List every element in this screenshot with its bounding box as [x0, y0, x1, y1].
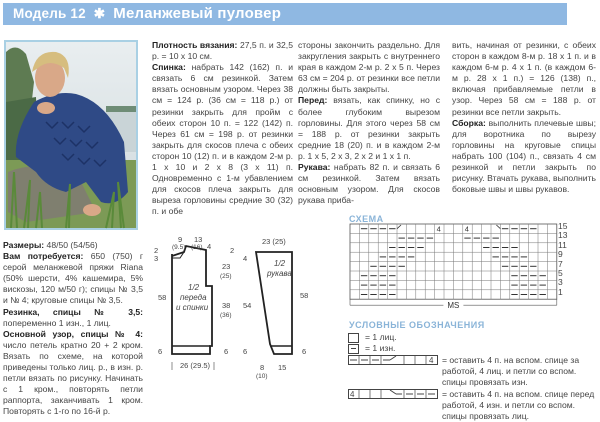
- body-piece: [154, 235, 234, 370]
- body-label-front: переда: [180, 293, 207, 302]
- model-number: Модель 12: [13, 6, 86, 21]
- gauge-label: Плотность вязания:: [152, 40, 238, 50]
- cable-left-icon: [348, 355, 438, 365]
- sleeves-value: набрать 82 п. и связать 6 см резинкой. Затем вязать основным узором. Для скосов рукава приба-: [298, 162, 440, 206]
- materials-label: Вам потребуется:: [3, 251, 84, 262]
- legend-text-knit: = 1 лиц.: [365, 332, 397, 342]
- cable-right-icon: [348, 389, 438, 399]
- page-title: Меланжевый пуловер: [113, 5, 282, 22]
- separator-star: ✱: [93, 6, 106, 21]
- gauge-value: 27,5 п. и 32,5 р. = 10 х 10 см.: [152, 40, 293, 62]
- back-para: [152, 62, 293, 217]
- dim-right-38: 38: [222, 301, 231, 310]
- sleeve-dim-54: 54: [243, 301, 252, 310]
- body-label-back: и спинки: [176, 303, 209, 312]
- dim-right-25: (25): [220, 273, 232, 280]
- chart-row-numbers: [558, 222, 567, 297]
- chart-row-number: 13: [558, 230, 568, 241]
- left-column: [3, 240, 143, 418]
- sleeve-dim-10: (10): [256, 373, 268, 380]
- assembly-value: выполнить плечевые швы; для воротника по вырезу горловины на круговые спицы набрать 100 (104) п., связать 4 см резинкой и петли закрыть по рисунку. Втачать рукава, выполнить боковые швы и швы рукавов.: [452, 117, 596, 195]
- ribbing-label: Резинка, спицы № 3,5:: [3, 306, 143, 317]
- sleeve-piece: [243, 237, 308, 380]
- sizes-value: 48/50 (54/56): [44, 240, 98, 250]
- back-cont-para: стороны закончить раздельно. Для закругления закрыть с внутреннего края в каждом 2-м р. 2 х 5 п. Через 63 см = 204 р. от резинки все петли должны быть закрыты.: [298, 40, 440, 95]
- ribbing-value: попеременно 1 изн., 1 лиц.: [3, 317, 111, 328]
- dim-right-6: 6: [224, 347, 229, 356]
- svg-text:4: 4: [429, 356, 434, 365]
- sleeves-label: Рукава:: [298, 162, 331, 173]
- sleeve-dim-6-right: 6: [302, 347, 307, 356]
- sleeve-dim-8: 8: [260, 363, 265, 372]
- legend-text-purl: = 1 изн.: [365, 343, 396, 353]
- column-3: [298, 40, 440, 206]
- dim-right-23: 23: [222, 262, 231, 271]
- back-value: набрать 142 (162) п. и связать 6 см резинкой. Затем вязать основным узором. Через 38 см = 124 р. (36 см = 118 р.) от резинки закрыть для пройм с обеих сторон 10 п. = 122 (142) п. Через 61 см = 198 р. от резинки закрыть для скосов плеча с обеих сторон 10 (12) п. и в каждом 2-м р. 1 х 10 и 2 х 8 (3 х 11) п. Одновременно с 1-м убавлением для скосов плеча закрыть для выреза горловины средние 30 (32) п. и обе: [152, 62, 293, 217]
- front-para: [298, 95, 440, 162]
- gauge-para: [152, 40, 293, 62]
- chart-row-number: 5: [558, 268, 563, 279]
- back-label: Спинка:: [152, 62, 186, 73]
- chart-row-number: 9: [558, 249, 563, 260]
- dim-right-2: 2: [230, 246, 235, 255]
- assembly-para: [452, 118, 596, 196]
- chart-row-number: 1: [558, 286, 563, 297]
- ribbing-para: [3, 307, 143, 329]
- column-2: [152, 40, 293, 218]
- model-photo: [4, 40, 138, 230]
- chart-row-number: 7: [558, 258, 563, 269]
- sleeve-label-half: 1/2: [274, 259, 286, 268]
- dim-bottom-width: 26 (29.5): [180, 361, 211, 370]
- sleeve-dim-58: 58: [300, 291, 309, 300]
- materials-value: 650 (750) г серой меланжевой пряжи Riana (50% шерсти, 4% кашемира, 5% вискозы, 120 м/50 г); спицы № 3,5 и № 4; круговые спицы № 3,5.: [3, 251, 143, 306]
- legend-item-cable-front: [348, 389, 598, 422]
- dim-right-36: (36): [220, 312, 232, 319]
- page-title-bar: [3, 3, 567, 25]
- sweater-photo-illustration: [6, 42, 136, 228]
- chart-row-number: 15: [558, 221, 568, 231]
- dash-cell-icon: [348, 344, 359, 354]
- sleeve-label: рукава: [267, 269, 292, 278]
- legend-item-knit: [348, 332, 598, 343]
- dim-left-3: 3: [154, 254, 159, 263]
- empty-cell-icon: [348, 333, 359, 343]
- legend-text-cable-front: = оставить 4 п. на вспом. спице перед работой, 4 изн. и петли со вспом. спицы провязать лиц.: [442, 389, 595, 421]
- sleeve-dim-15: 15: [278, 363, 287, 372]
- sleeve-dim-4: 4: [243, 254, 248, 263]
- dim-left-6: 6: [158, 347, 163, 356]
- dim-16: (16): [191, 244, 203, 251]
- sleeves-cont-para: вить, начиная от резинки, с обеих сторон в каждом 8-м р. 18 х 1 п. и в каждом 6-м р. 4 х 1 п. (в каждом 6-м р. 28 х 1 п.) = 126 (138) п., включая прибавляемые петли в узор. Через 58 см = 188 р. от резинки все петли закрыть.: [452, 40, 596, 117]
- svg-text:4: 4: [464, 224, 469, 234]
- knitting-chart: [348, 222, 580, 311]
- pattern-value: число петель кратно 20 + 2 кром. Вязать по схеме, на которой приведены только лиц. р., в изн. р. петли вязать по рисунку. Начинать с 1 кром., повторять петли раппорта, заканчивать 1 кром. Повторять с 1-го по 16-й р.: [3, 339, 143, 417]
- chart-title: СХЕМА: [349, 214, 384, 224]
- front-value: вязать, как спинку, но с более глубоким вырезом горловины. Для этого через 58 см = 188 р. от резинки закрыть средние 18 (20) п. и в каждом 2-м р. 1 х 5, 2 х 3, 2 х 2 и 1 х 1 п.: [298, 95, 440, 161]
- dim-left-2: 2: [154, 246, 159, 255]
- legend-item-cable-back: [348, 355, 598, 388]
- legend-text-cable-back: = оставить 4 п. на вспом. спице за работой, 4 лиц. и петли со вспом. спицы провязать изн.: [442, 355, 580, 387]
- front-label: Перед:: [298, 95, 328, 106]
- sizes-label: Размеры:: [3, 240, 45, 250]
- legend-item-purl: [348, 343, 598, 354]
- sleeve-dim-top: 23 (25): [262, 237, 286, 246]
- svg-text:4: 4: [350, 390, 355, 399]
- pattern-schematic: [150, 236, 335, 406]
- chart-row-number: 3: [558, 277, 563, 288]
- assembly-label: Сборка:: [452, 117, 486, 128]
- sleeves-para: [298, 162, 440, 206]
- dim-left-58: 58: [158, 293, 167, 302]
- pattern-para: [3, 329, 143, 418]
- chart-row-number: 11: [558, 239, 567, 250]
- dim-13: 13: [194, 235, 203, 244]
- pattern-label: Основной узор, спицы № 4:: [3, 328, 143, 339]
- dim-9: 9: [178, 235, 183, 244]
- svg-text:MS: MS: [447, 301, 460, 311]
- column-4: [452, 40, 596, 195]
- legend-title: УСЛОВНЫЕ ОБОЗНАЧЕНИЯ: [349, 320, 485, 330]
- sizes-para: [3, 240, 143, 251]
- svg-text:4: 4: [436, 224, 441, 234]
- body-label-half: 1/2: [188, 283, 200, 292]
- dim-9-5: (9.5): [172, 244, 186, 251]
- sleeve-dim-6-left: 6: [243, 347, 248, 356]
- dim-4: 4: [207, 242, 212, 251]
- materials-para: [3, 251, 143, 306]
- legend: [348, 332, 598, 422]
